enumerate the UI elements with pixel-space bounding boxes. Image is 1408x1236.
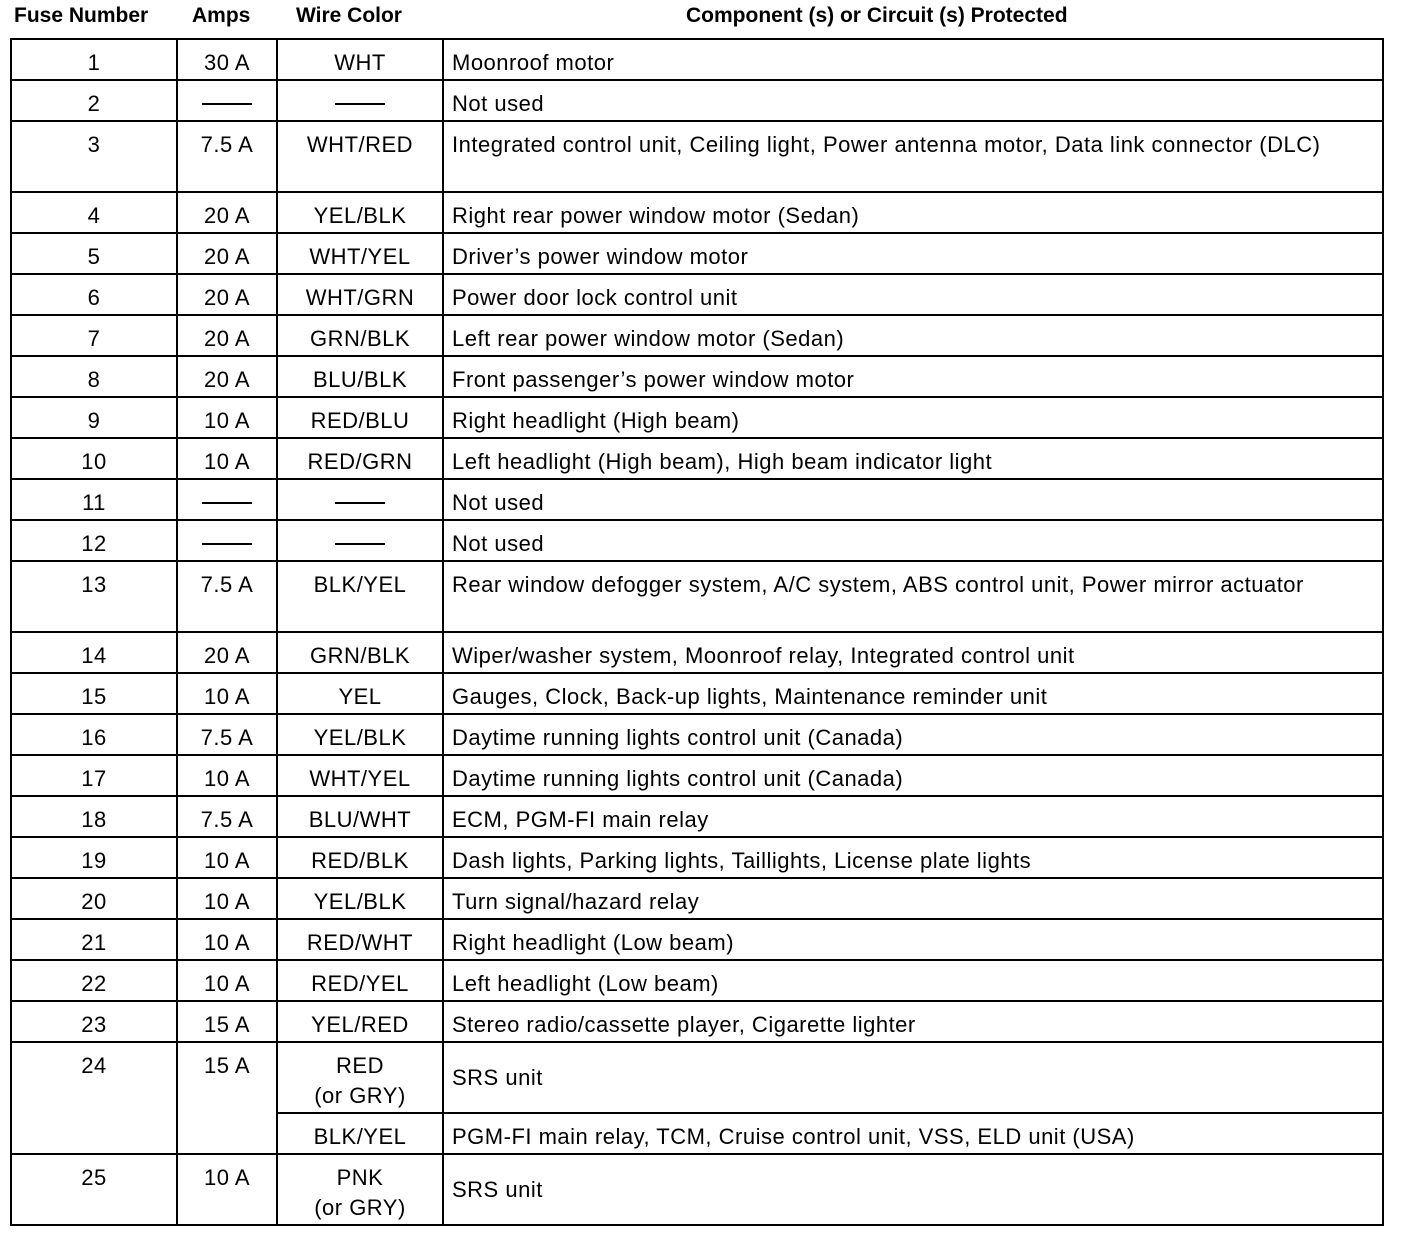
amps-cell: 10 A (177, 878, 277, 919)
component-cell: Right rear power window motor (Sedan) (443, 192, 1383, 233)
amps-cell: 20 A (177, 315, 277, 356)
amps-cell: 15 A (177, 1001, 277, 1042)
table-row (11, 479, 1383, 520)
table-row (11, 438, 1383, 479)
component-cell: Integrated control unit, Ceiling light, Power antenna motor, Data link connector (DLC) (443, 121, 1383, 192)
amps-cell: 10 A (177, 960, 277, 1001)
table-row (11, 878, 1383, 919)
wire-color-alternate: (or GRY) (314, 1083, 406, 1108)
dash-mark (335, 502, 385, 504)
table-row (11, 274, 1383, 315)
amps-cell: 20 A (177, 356, 277, 397)
wire-color-cell: BLK/YEL (277, 1113, 443, 1154)
wire-color-cell: YEL (277, 673, 443, 714)
amps-cell: 20 A (177, 632, 277, 673)
fuse-number-cell: 21 (11, 919, 177, 960)
dash-mark (202, 502, 252, 504)
table-row (11, 356, 1383, 397)
table-row (11, 121, 1383, 192)
component-cell: PGM-FI main relay, TCM, Cruise control unit, VSS, ELD unit (USA) (443, 1113, 1383, 1154)
component-cell: SRS unit (443, 1042, 1383, 1113)
amps-cell: 15 A (177, 1042, 277, 1154)
fuse-number-cell: 6 (11, 274, 177, 315)
table-row (11, 315, 1383, 356)
amps-cell (177, 520, 277, 561)
wire-color-cell (277, 1154, 443, 1225)
table-row (11, 960, 1383, 1001)
component-cell: Daytime running lights control unit (Canada) (443, 714, 1383, 755)
amps-cell: 20 A (177, 233, 277, 274)
wire-color-cell: RED/YEL (277, 960, 443, 1001)
amps-cell: 20 A (177, 274, 277, 315)
fuse-number-cell: 17 (11, 755, 177, 796)
wire-color-cell: WHT/GRN (277, 274, 443, 315)
component-cell: Not used (443, 479, 1383, 520)
fuse-number-cell: 10 (11, 438, 177, 479)
component-cell: Driver’s power window motor (443, 233, 1383, 274)
table-row (11, 1042, 1383, 1113)
table-row (11, 39, 1383, 80)
amps-cell: 30 A (177, 39, 277, 80)
component-cell: Wiper/washer system, Moonroof relay, Integrated control unit (443, 632, 1383, 673)
fuse-number-cell: 22 (11, 960, 177, 1001)
fuse-number-cell: 19 (11, 837, 177, 878)
fuse-number-cell: 4 (11, 192, 177, 233)
component-cell: Gauges, Clock, Back-up lights, Maintenance reminder unit (443, 673, 1383, 714)
wire-color-cell (277, 479, 443, 520)
component-cell: Stereo radio/cassette player, Cigarette lighter (443, 1001, 1383, 1042)
fuse-number-cell: 2 (11, 80, 177, 121)
component-cell: Daytime running lights control unit (Canada) (443, 755, 1383, 796)
header-amps: Amps (192, 4, 251, 27)
fuse-number-cell: 16 (11, 714, 177, 755)
amps-cell: 20 A (177, 192, 277, 233)
wire-color-cell: GRN/BLK (277, 315, 443, 356)
fuse-number-cell: 7 (11, 315, 177, 356)
dash-mark (335, 543, 385, 545)
wire-color-cell: YEL/BLK (277, 714, 443, 755)
component-cell: Left rear power window motor (Sedan) (443, 315, 1383, 356)
header-fuse-number: Fuse Number (14, 4, 149, 27)
wire-color-cell: RED/BLU (277, 397, 443, 438)
table-row (11, 837, 1383, 878)
fuse-number-cell: 20 (11, 878, 177, 919)
fuse-number-cell: 13 (11, 561, 177, 632)
component-cell: Right headlight (Low beam) (443, 919, 1383, 960)
amps-cell: 10 A (177, 397, 277, 438)
wire-color-cell: BLU/BLK (277, 356, 443, 397)
fuse-number-cell: 8 (11, 356, 177, 397)
amps-cell: 7.5 A (177, 796, 277, 837)
wire-color-cell: YEL/BLK (277, 192, 443, 233)
component-cell: Rear window defogger system, A/C system, ABS control unit, Power mirror actuator (443, 561, 1383, 632)
wire-color-cell: YEL/RED (277, 1001, 443, 1042)
table-row (11, 80, 1383, 121)
dash-mark (202, 103, 252, 105)
header-wire-color: Wire Color (296, 4, 402, 27)
wire-color-alternate: (or GRY) (314, 1195, 406, 1220)
component-cell: Right headlight (High beam) (443, 397, 1383, 438)
table-row (11, 233, 1383, 274)
fuse-number-cell: 12 (11, 520, 177, 561)
component-cell: Turn signal/hazard relay (443, 878, 1383, 919)
table-row (11, 397, 1383, 438)
fuse-number-cell: 5 (11, 233, 177, 274)
amps-cell (177, 80, 277, 121)
component-cell: Left headlight (High beam), High beam indicator light (443, 438, 1383, 479)
amps-cell: 10 A (177, 1154, 277, 1225)
fuse-number-cell: 14 (11, 632, 177, 673)
dash-mark (202, 543, 252, 545)
fuse-number-cell: 24 (11, 1042, 177, 1154)
table-row (11, 561, 1383, 632)
amps-cell: 10 A (177, 673, 277, 714)
amps-cell: 7.5 A (177, 714, 277, 755)
header-component: Component (s) or Circuit (s) Protected (686, 4, 1068, 27)
wire-color-cell (277, 80, 443, 121)
wire-color-cell: YEL/BLK (277, 878, 443, 919)
table-row (11, 192, 1383, 233)
wire-color-cell (277, 1042, 443, 1113)
wire-color-cell: RED/BLK (277, 837, 443, 878)
wire-color-primary: RED (336, 1053, 384, 1078)
fuse-number-cell: 11 (11, 479, 177, 520)
wire-color-cell: BLK/YEL (277, 561, 443, 632)
component-cell: Not used (443, 80, 1383, 121)
fuse-table-body (11, 39, 1383, 1225)
amps-cell: 10 A (177, 438, 277, 479)
component-cell: ECM, PGM-FI main relay (443, 796, 1383, 837)
table-row (11, 520, 1383, 561)
wire-color-cell: RED/GRN (277, 438, 443, 479)
amps-cell: 10 A (177, 837, 277, 878)
wire-color-cell: BLU/WHT (277, 796, 443, 837)
wire-color-cell: WHT/RED (277, 121, 443, 192)
fuse-number-cell: 3 (11, 121, 177, 192)
fuse-number-cell: 25 (11, 1154, 177, 1225)
fuse-number-cell: 9 (11, 397, 177, 438)
fuse-number-cell: 23 (11, 1001, 177, 1042)
fuse-number-cell: 15 (11, 673, 177, 714)
dash-mark (335, 103, 385, 105)
table-row (11, 755, 1383, 796)
fuse-number-cell: 18 (11, 796, 177, 837)
table-row (11, 919, 1383, 960)
component-cell: Moonroof motor (443, 39, 1383, 80)
component-cell: Dash lights, Parking lights, Taillights, License plate lights (443, 837, 1383, 878)
component-cell: Front passenger’s power window motor (443, 356, 1383, 397)
wire-color-cell: WHT/YEL (277, 755, 443, 796)
component-cell: Left headlight (Low beam) (443, 960, 1383, 1001)
wire-color-cell: WHT/YEL (277, 233, 443, 274)
wire-color-cell: GRN/BLK (277, 632, 443, 673)
amps-cell (177, 479, 277, 520)
component-cell: Not used (443, 520, 1383, 561)
wire-color-cell: WHT (277, 39, 443, 80)
table-row (11, 714, 1383, 755)
wire-color-primary: PNK (336, 1165, 384, 1190)
table-row (11, 632, 1383, 673)
table-row (11, 1001, 1383, 1042)
component-cell: Power door lock control unit (443, 274, 1383, 315)
table-row (11, 1154, 1383, 1225)
amps-cell: 7.5 A (177, 121, 277, 192)
wire-color-cell: RED/WHT (277, 919, 443, 960)
component-cell: SRS unit (443, 1154, 1383, 1225)
amps-cell: 10 A (177, 919, 277, 960)
fuse-table (10, 38, 1384, 1226)
amps-cell: 7.5 A (177, 561, 277, 632)
fuse-number-cell: 1 (11, 39, 177, 80)
table-row (11, 673, 1383, 714)
amps-cell: 10 A (177, 755, 277, 796)
table-row (11, 796, 1383, 837)
wire-color-cell (277, 520, 443, 561)
